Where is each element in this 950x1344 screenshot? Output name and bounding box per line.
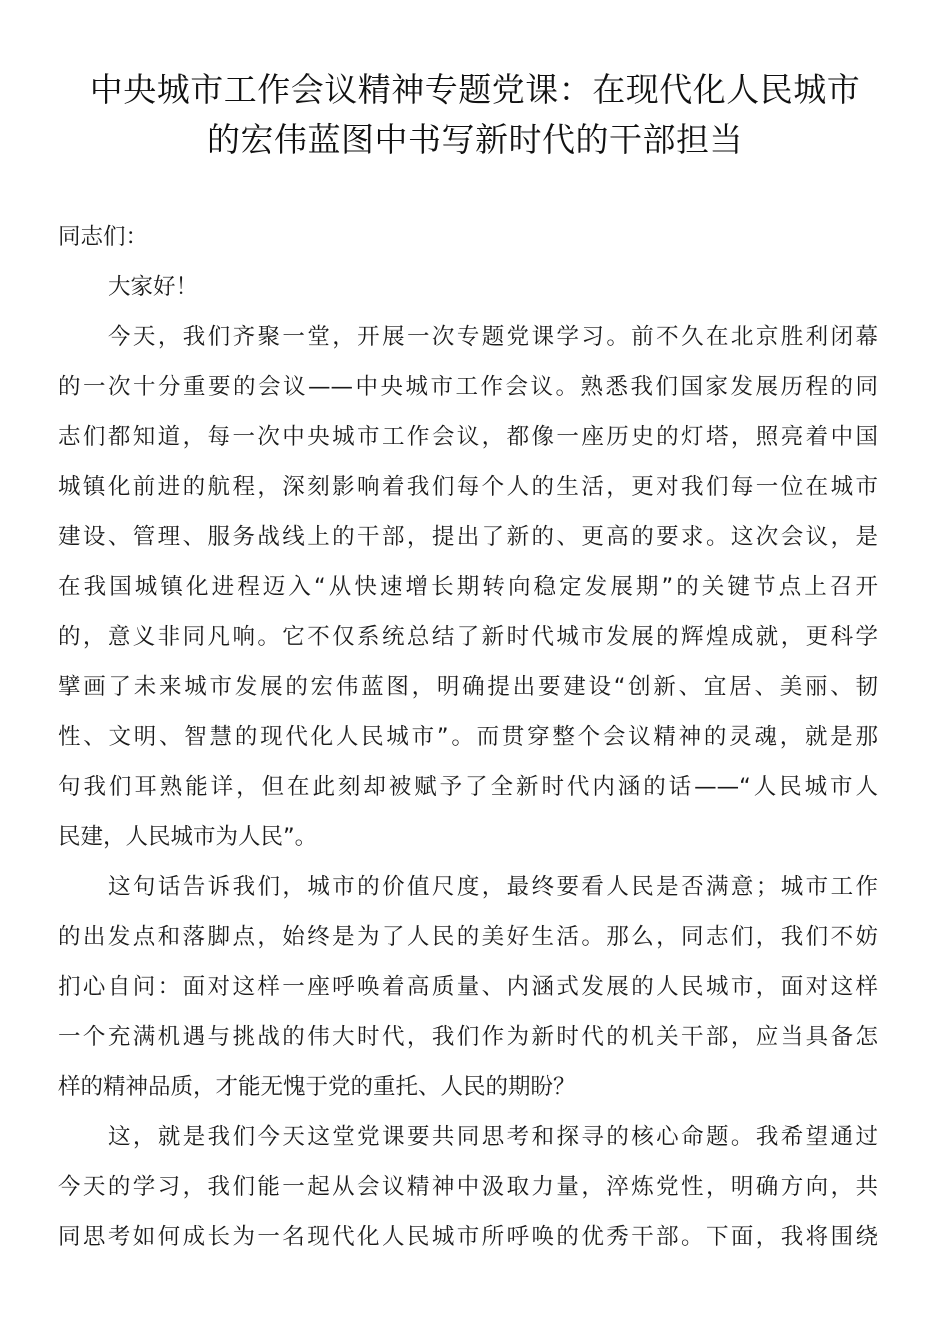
document-title-line-2: 的宏伟蓝图中书写新时代的干部担当 xyxy=(207,120,743,159)
paragraph-line: 样的精神品质，才能无愧于党的重托、人民的期盼？ xyxy=(58,1074,576,1100)
paragraph-line: 今天的学习，我们能一起从会议精神中汲取力量，淬炼党性，明确方向，共 xyxy=(58,1174,878,1200)
paragraph-line: 句我们耳熟能详，但在此刻却被赋予了全新时代内涵的话——“人民城市人 xyxy=(58,774,878,800)
paragraph-line: 志们都知道，每一次中央城市工作会议，都像一座历史的灯塔，照亮着中国 xyxy=(58,424,878,450)
paragraph-line: 同思考如何成长为一名现代化人民城市所呼唤的优秀干部。下面，我将围绕 xyxy=(58,1224,878,1250)
greeting: 大家好！ xyxy=(108,274,199,300)
document-title-line-1: 中央城市工作会议精神专题党课：在现代化人民城市 xyxy=(89,70,861,109)
paragraph-line: 今天，我们齐聚一堂，开展一次专题党课学习。前不久在北京胜利闭幕 xyxy=(108,324,878,350)
paragraph-line: 城镇化前进的航程，深刻影响着我们每个人的生活，更对我们每一位在城市 xyxy=(58,474,878,500)
paragraph-line: 的出发点和落脚点，始终是为了人民的美好生活。那么，同志们，我们不妨 xyxy=(58,924,878,950)
paragraph-line: 建设、管理、服务战线上的干部，提出了新的、更高的要求。这次会议，是 xyxy=(58,524,878,550)
paragraph-line: 的，意义非同凡响。它不仅系统总结了新时代城市发展的辉煌成就，更科学 xyxy=(58,624,878,650)
paragraph-line: 擘画了未来城市发展的宏伟蓝图，明确提出要建设“创新、宜居、美丽、韧 xyxy=(58,674,878,700)
paragraph-line: 的一次十分重要的会议——中央城市工作会议。熟悉我们国家发展历程的同 xyxy=(58,374,878,400)
paragraph-line: 一个充满机遇与挑战的伟大时代，我们作为新时代的机关干部，应当具备怎 xyxy=(58,1024,878,1050)
paragraph-line: 民建，人民城市为人民”。 xyxy=(58,824,318,850)
paragraph-line: 扪心自问：面对这样一座呼唤着高质量、内涵式发展的人民城市，面对这样 xyxy=(58,974,878,1000)
paragraph-line: 在我国城镇化进程迈入“从快速增长期转向稳定发展期”的关键节点上召开 xyxy=(58,574,878,600)
paragraph-line: 性、文明、智慧的现代化人民城市”。而贯穿整个会议精神的灵魂，就是那 xyxy=(58,724,878,750)
paragraph-line: 这，就是我们今天这堂党课要共同思考和探寻的核心命题。我希望通过 xyxy=(108,1124,878,1150)
salutation: 同志们： xyxy=(58,224,149,250)
paragraph-line: 这句话告诉我们，城市的价值尺度，最终要看人民是否满意；城市工作 xyxy=(108,874,878,900)
